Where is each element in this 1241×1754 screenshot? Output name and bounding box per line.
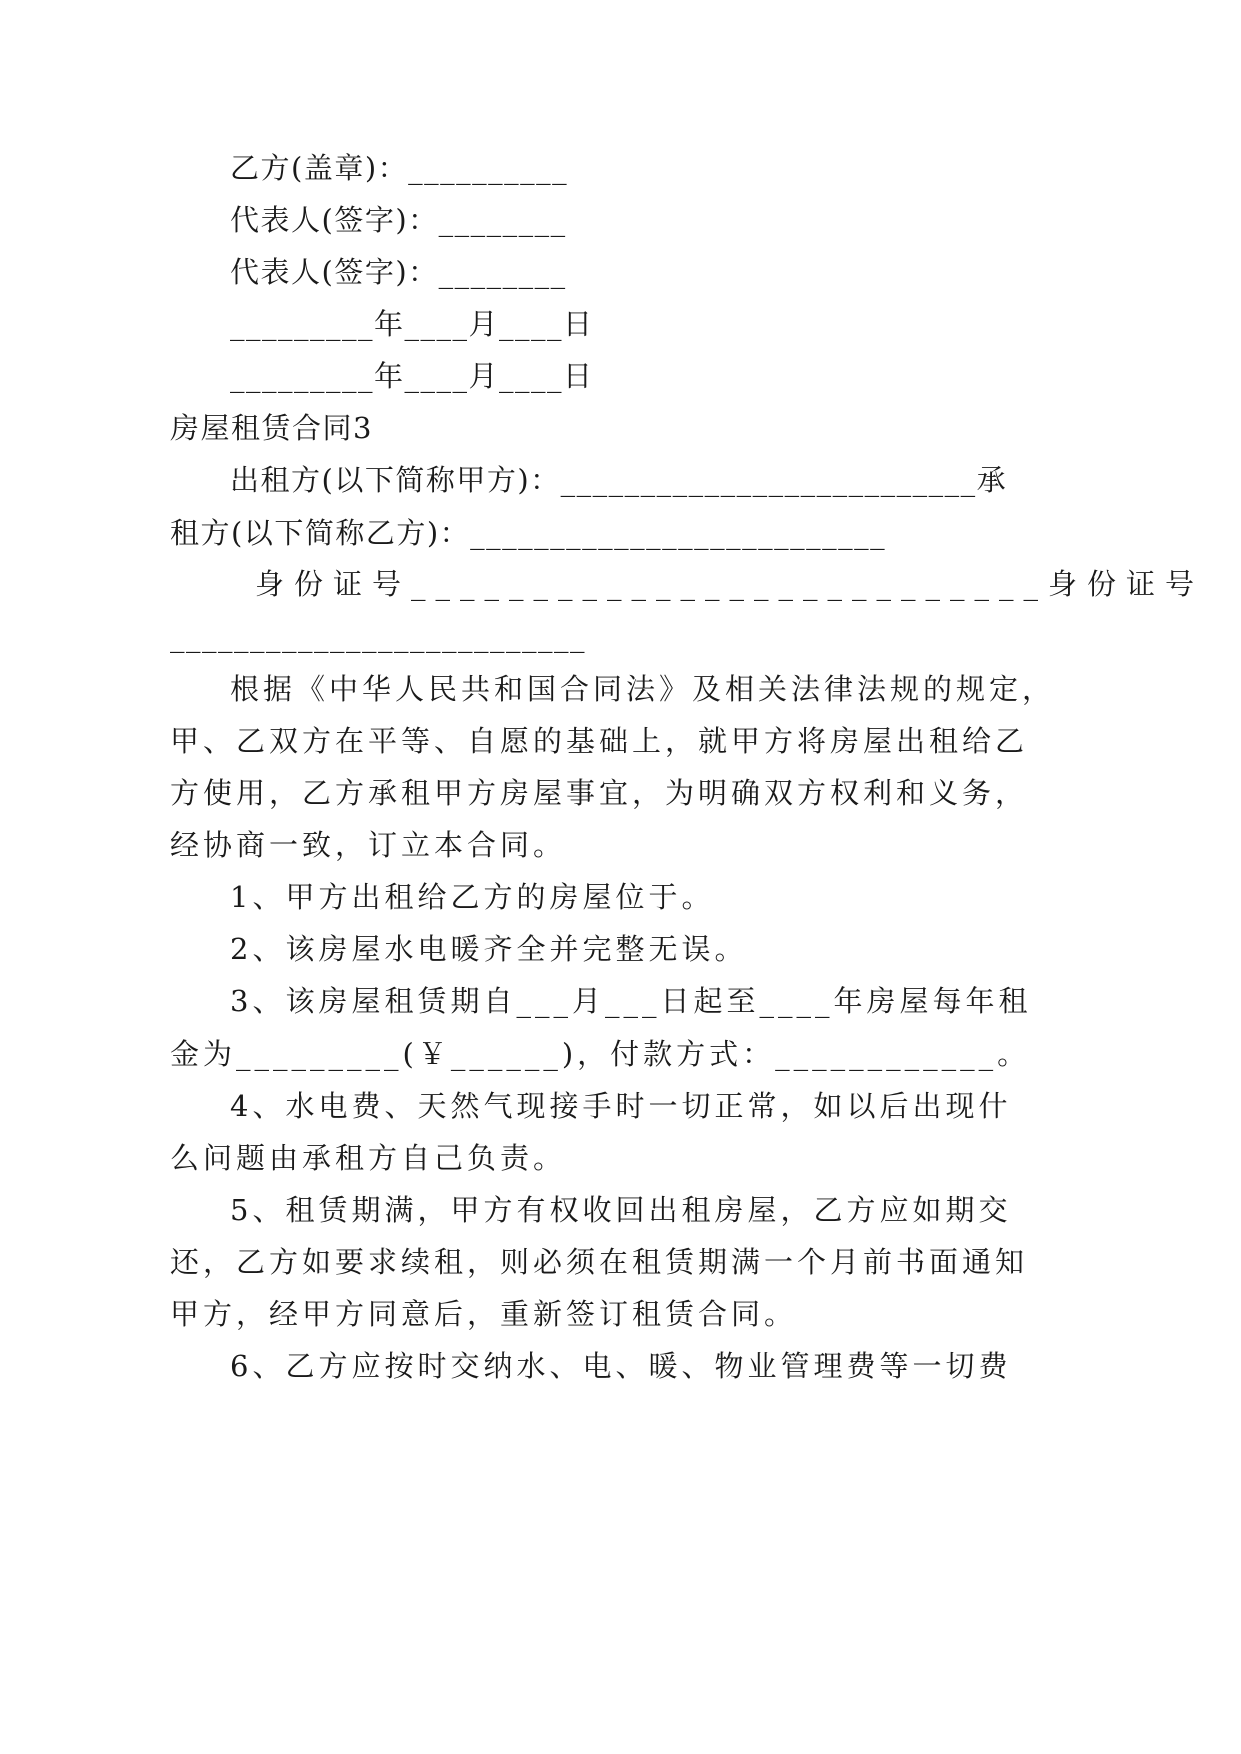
intro-line-3: 方使用，乙方承租甲方房屋事宜，为明确双方权利和义务，	[170, 776, 1029, 810]
intro-line-1: 根据《中华人民共和国合同法》及相关法律法规的规定，	[230, 672, 1056, 706]
clause-5-line-1: 5、租赁期满，甲方有权收回出租房屋，乙方应如期交	[230, 1193, 1012, 1227]
intro-line-2: 甲、乙双方在平等、自愿的基础上，就甲方将房屋出租给乙	[170, 724, 1029, 758]
lessee-line: 租方(以下简称乙方)：__________________________	[170, 516, 887, 550]
clause-3-line-1: 3、该房屋租赁期自___月___日起至____年房屋每年租	[230, 984, 1032, 1018]
date-line-2: _________年____月____日	[230, 359, 594, 393]
clause-2: 2、该房屋水电暖齐全并完整无误。	[230, 932, 748, 966]
id-number-line-tail: __________________________	[170, 619, 586, 653]
clause-3-line-2: 金为_________(￥______)，付款方式：____________。	[170, 1037, 1031, 1071]
clause-6-line-1: 6、乙方应按时交纳水、电、暖、物业管理费等一切费	[230, 1349, 1012, 1383]
date-line-1: _________年____月____日	[230, 307, 594, 341]
contract-title: 房屋租赁合同3	[170, 411, 373, 445]
clause-5-line-3: 甲方，经甲方同意后，重新签订租赁合同。	[170, 1297, 798, 1331]
intro-line-4: 经协商一致，订立本合同。	[170, 828, 567, 862]
party-b-seal-line: 乙方(盖章)：__________	[230, 151, 569, 185]
clause-4-line-1: 4、水电费、天然气现接手时一切正常，如以后出现什	[230, 1089, 1012, 1123]
id-number-line: 身份证号__________________________身份证号	[255, 567, 1205, 601]
clause-1: 1、甲方出租给乙方的房屋位于。	[230, 880, 715, 914]
clause-5-line-2: 还，乙方如要求续租，则必须在租赁期满一个月前书面通知	[170, 1245, 1029, 1279]
representative-sign-line-2: 代表人(签字)：________	[230, 255, 567, 289]
lessor-line: 出租方(以下简称甲方)：__________________________承	[230, 463, 1008, 497]
representative-sign-line-1: 代表人(签字)：________	[230, 203, 567, 237]
clause-4-line-2: 么问题由承租方自己负责。	[170, 1141, 567, 1175]
